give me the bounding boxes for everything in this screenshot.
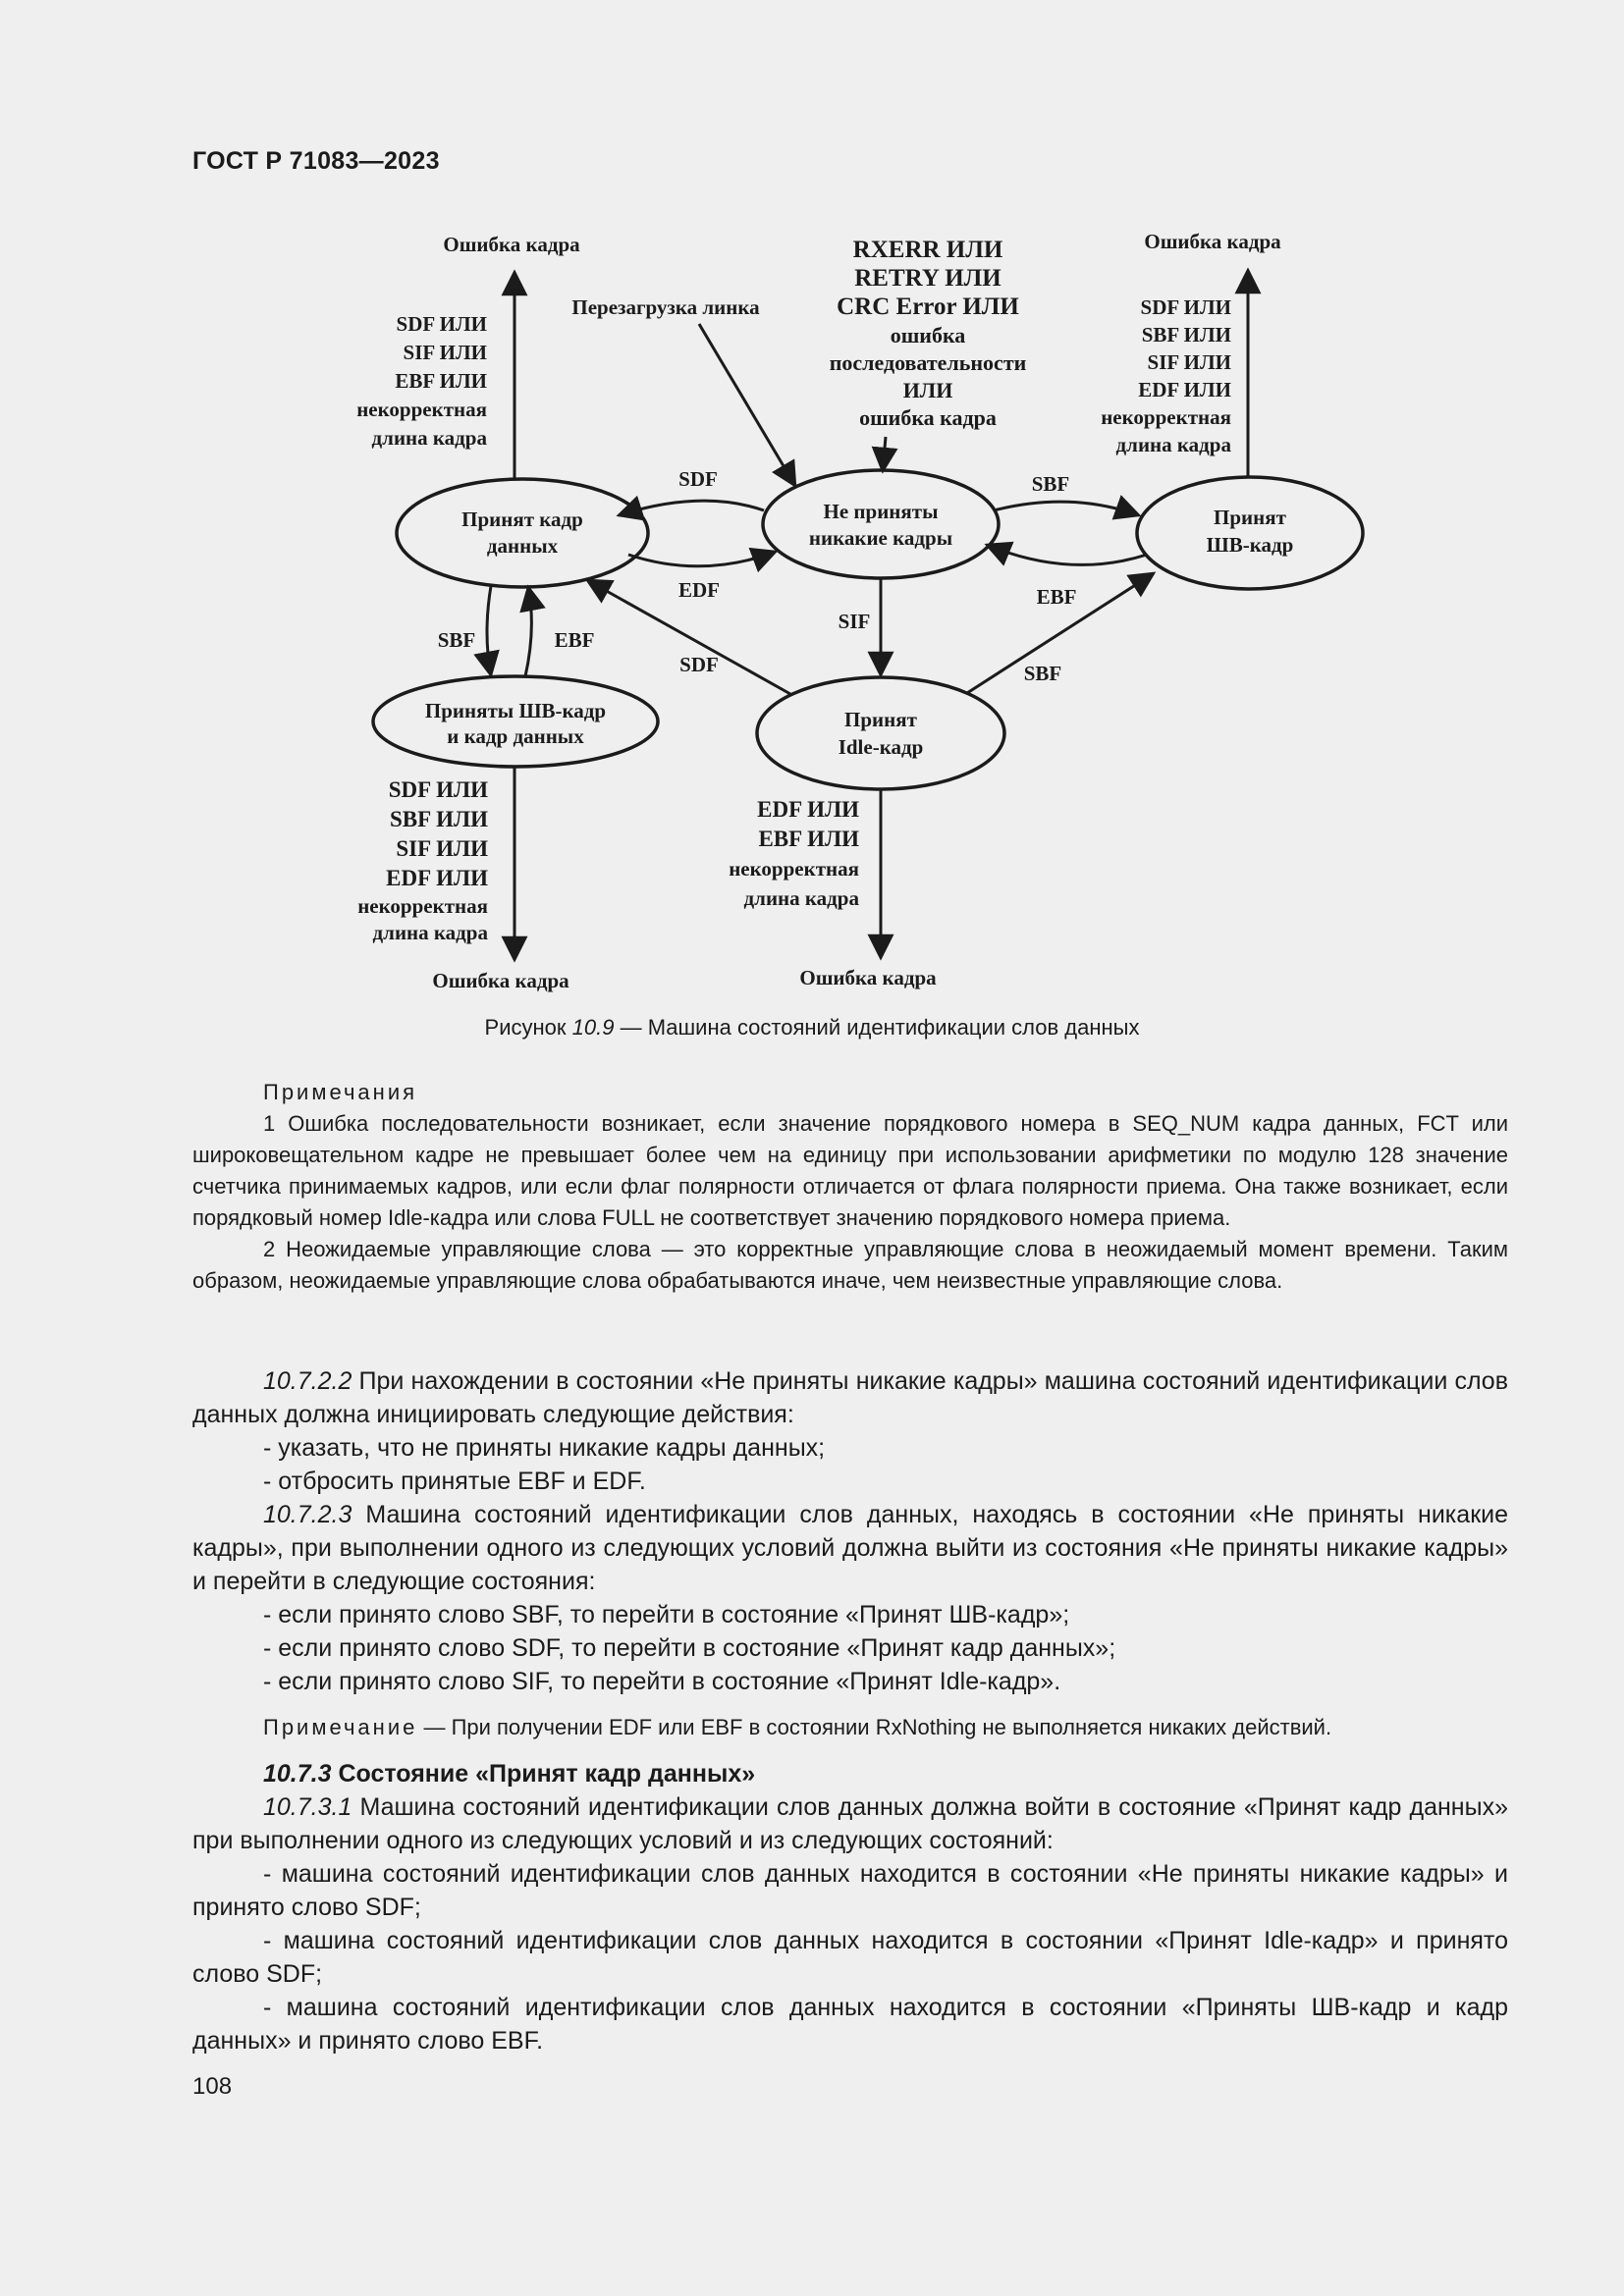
svg-text:SDF ИЛИ: SDF ИЛИ [1140, 295, 1231, 319]
list-item: - указать, что не приняты никакие кадры данных; [263, 1434, 826, 1462]
state-rx-bc [1137, 477, 1363, 589]
state-rx-nothing [763, 470, 999, 578]
list-item: - отбросить принятые EBF и EDF. [263, 1468, 646, 1495]
state-rx-nothing-line2: никакие кадры [808, 526, 953, 550]
state-rx-idle [757, 677, 1004, 789]
error-label-top-left: Ошибка кадра [443, 233, 580, 256]
svg-text:SBF ИЛИ: SBF ИЛИ [390, 807, 488, 831]
state-machine-diagram [0, 0, 1624, 1021]
svg-text:SBF ИЛИ: SBF ИЛИ [1141, 323, 1231, 347]
svg-text:RETRY ИЛИ: RETRY ИЛИ [854, 265, 1001, 292]
state-rx-bc-line1: Принят [1214, 506, 1286, 529]
svg-text:длина кадра: длина кадра [1115, 433, 1231, 456]
error-label-top-right: Ошибка кадра [1144, 230, 1281, 253]
arrow-ebf-to-rx-data [525, 587, 531, 676]
arrow-edf-to-rx-nothing [628, 552, 776, 566]
error-label-bottom-left: Ошибка кадра [432, 969, 569, 992]
state-rx-data-line2: данных [486, 534, 559, 558]
svg-text:некорректная: некорректная [356, 398, 487, 421]
conditions-bottom-left [357, 777, 488, 944]
svg-text:EBF ИЛИ: EBF ИЛИ [395, 369, 487, 393]
edge-label-sbf-left: SBF [437, 628, 476, 652]
svg-text:длина кадра: длина кадра [372, 921, 488, 944]
state-rx-nothing-line1: Не приняты [823, 500, 939, 523]
svg-text:некорректная: некорректная [1101, 405, 1231, 429]
svg-text:некорректная: некорректная [729, 857, 859, 881]
arrow-rx-errors [883, 437, 886, 471]
conditions-bottom-center [729, 797, 859, 910]
state-rx-data-line1: Принят кадр [461, 507, 583, 531]
paragraph-10-7-2-2: 10.7.2.2 При нахождении в состоянии «Не приняты никакие кадры» машина состояний идентификации слов данных должна инициировать следующие действия: [192, 1367, 1508, 1428]
svg-text:последовательности: последовательности [829, 350, 1027, 375]
arrow-sbf-to-rx-bc-data [487, 586, 491, 675]
list-item: - если принято слово SBF, то перейти в состояние «Принят ШВ-кадр»; [263, 1601, 1070, 1629]
list-item: - машина состояний идентификации слов данных находится в состоянии «Не приняты никакие кадры» и принято слово SDF; [192, 1860, 1508, 1921]
svg-text:CRC Error ИЛИ: CRC Error ИЛИ [837, 294, 1019, 320]
edge-label-ebf-right: EBF [1036, 585, 1077, 609]
paragraph-10-7-2-3: 10.7.2.3 Машина состояний идентификации слов данных, находясь в состоянии «Не приняты никакие кадры», при выполнении одного из следующих условий должна выйти из состояния «Не приняты никакие кадры» и перейти в следующие состояния: [192, 1501, 1508, 1595]
list-item: - машина состояний идентификации слов данных находится в состоянии «Принят Idle-кадр» и принято слово SDF; [192, 1927, 1508, 1988]
list-item: - если принято слово SIF, то перейти в состояние «Принят Idle-кадр». [263, 1668, 1061, 1695]
edge-label-ebf-left: EBF [554, 628, 595, 652]
conditions-top-right [1101, 295, 1231, 456]
svg-text:EDF ИЛИ: EDF ИЛИ [1138, 378, 1231, 401]
svg-text:SDF ИЛИ: SDF ИЛИ [388, 777, 488, 802]
svg-text:SDF ИЛИ: SDF ИЛИ [396, 312, 487, 336]
edge-label-sbf-top: SBF [1031, 472, 1070, 496]
state-rx-idle-line2: Idle-кадр [838, 735, 924, 759]
svg-text:SIF ИЛИ: SIF ИЛИ [1147, 350, 1231, 374]
document-header: ГОСТ Р 71083—2023 [192, 147, 440, 175]
note-rxnothing: Примечание — При получении EDF или EBF в состоянии RxNothing не выполняется никаких действий. [263, 1715, 1332, 1739]
svg-text:SIF ИЛИ: SIF ИЛИ [403, 341, 487, 364]
svg-text:длина кадра: длина кадра [371, 426, 487, 450]
svg-text:EDF ИЛИ: EDF ИЛИ [386, 866, 488, 890]
paragraph-10-7-3-1: 10.7.3.1 Машина состояний идентификации слов данных должна войти в состояние «Принят кадр данных» при выполнении одного из следующих условий и из следующих состояний: [192, 1793, 1508, 1854]
arrow-sbf-to-rx-bc [994, 502, 1139, 515]
arrow-ebf-to-rx-nothing [987, 545, 1147, 564]
page-number: 108 [192, 2073, 233, 2100]
list-item: - если принято слово SDF, то перейти в состояние «Принят кадр данных»; [263, 1634, 1116, 1662]
conditions-top-center [830, 237, 1027, 430]
svg-text:ошибка кадра: ошибка кадра [859, 405, 997, 430]
error-label-bottom-center: Ошибка кадра [799, 966, 937, 989]
state-rx-bc-line2: ШВ-кадр [1206, 533, 1294, 557]
state-rx-bc-data-line1: Приняты ШВ-кадр [424, 699, 607, 722]
svg-text:ИЛИ: ИЛИ [902, 378, 953, 402]
edge-label-sdf-top: SDF [678, 467, 718, 491]
svg-text:SIF ИЛИ: SIF ИЛИ [396, 836, 488, 861]
figure-number: 10.9 [571, 1015, 615, 1040]
state-rx-data [397, 479, 648, 587]
svg-text:ошибка: ошибка [890, 323, 966, 347]
notes-title: Примечания [263, 1080, 418, 1104]
note-item: 2 Неожидаемые управляющие слова — это корректные управляющие слова в неожидаемый момент времени. Таким образом, неожидаемые управляющие слова обрабатываются иначе, чем неизвестные управляющие слова. [192, 1237, 1508, 1293]
edge-label-edf: EDF [678, 578, 720, 602]
state-rx-bc-data-line2: и кадр данных [447, 724, 584, 748]
note-item: 1 Ошибка последовательности возникает, если значение порядкового номера в SEQ_NUM кадра данных, FCT или широковещательном кадре не превышает более чем на единицу при использовании арифметики по модулю 128 значение счетчика принимаемых кадров, или если флаг полярности отличается от флага полярности приема. Она также возникает, если порядковый номер Idle-кадра или слова FULL не соответствует значению порядкового номера приема. [192, 1111, 1508, 1230]
svg-text:некорректная: некорректная [357, 894, 488, 918]
svg-text:RXERR ИЛИ: RXERR ИЛИ [852, 237, 1003, 263]
state-rx-bc-data [373, 676, 658, 767]
main-text [192, 1364, 1508, 2057]
list-item: - машина состояний идентификации слов данных находится в состоянии «Приняты ШВ-кадр и кадр данных» и принято слово EBF. [192, 1994, 1508, 2055]
arrow-link-reset [699, 324, 795, 486]
conditions-top-left [356, 312, 487, 450]
edge-label-sbf-idle: SBF [1023, 662, 1062, 685]
svg-text:EDF ИЛИ: EDF ИЛИ [757, 797, 859, 822]
edge-label-sdf-idle: SDF [679, 653, 719, 676]
figure-caption: Рисунок 10.9 — Машина состояний идентификации слов данных [484, 1015, 1140, 1040]
edge-label-sif: SIF [838, 610, 871, 633]
link-reset-label: Перезагрузка линка [571, 295, 760, 319]
notes-block [192, 1077, 1508, 1297]
svg-text:длина кадра: длина кадра [743, 886, 859, 910]
svg-text:EBF ИЛИ: EBF ИЛИ [758, 827, 859, 851]
section-heading: 10.7.3 Состояние «Принят кадр данных» [263, 1760, 756, 1788]
state-rx-idle-line1: Принят [844, 708, 917, 731]
